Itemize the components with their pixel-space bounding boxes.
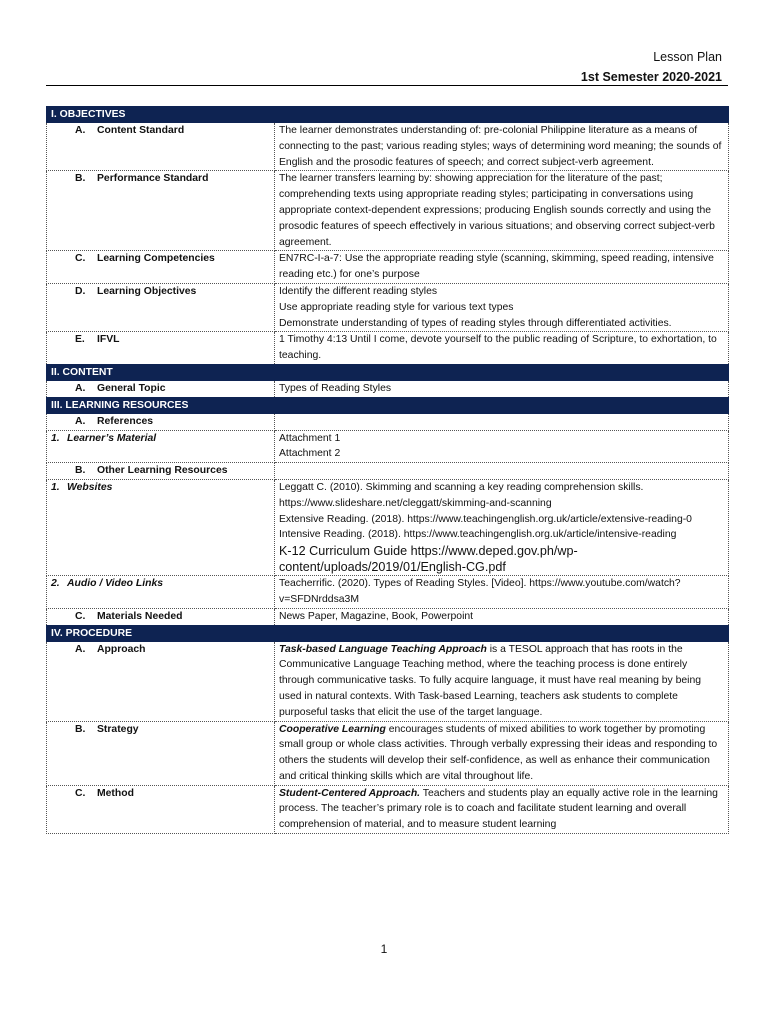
website-reference: Intensive Reading. (2018). https://www.teachingenglish.org.uk/article/intensive-reading [279,529,677,541]
row-value: Cooperative Learning encourages students of mixed abilities to work together by promoting small group or whole class activities. Through verbally expressing their ideas and responding to others the students will develop their self-confidence, as well as enhance their communication and critical thinking skills which are vital throughout life. [275,721,729,785]
row-websites: 1. Websites Leggatt C. (2010). Skimming and scanning a key reading comprehension skills. https://www.slideshare.net/cleggatt/skimming-and-scanning Extensive Reading. (2018). https://www.teachingenglish.org.uk/article/extensive-reading-0 Intensive Reading. (2018). https://www.teachingenglish.org.uk/article/intensive-reading K-12 Curriculum Guide https://www.deped.gov.ph/wp-content/uploads/2019/01/English-CG.pdf [47,479,729,575]
row-value: Types of Reading Styles [275,380,729,397]
row-value: Task-based Language Teaching Approach is a TESOL approach that has roots in the Communicative Language Teaching method, where the teaching process is done entirely through communicative tasks. To fully acquire language, it must have real meaning by being used in natural contexts. With Task-based Learning, teachers ask students to complete purposeful tasks that elicit the use of the target language. [275,641,729,721]
row-label: General Topic [97,382,166,394]
website-reference: Extensive Reading. (2018). https://www.teachingenglish.org.uk/article/extensive-reading-0 [279,513,692,525]
section-header-resources: III. LEARNING RESOURCES [47,397,729,413]
row-label: References [97,415,154,427]
website-reference: Leggatt C. (2010). Skimming and scanning a key reading comprehension skills. https://www.slideshare.net/cleggatt/skimming-and-scanning [279,481,644,509]
method-lead: Student-Centered Approach. [279,787,421,799]
row-label: Websites [67,481,113,493]
row-approach: A. Approach Task-based Language Teaching Approach is a TESOL approach that has roots in the Communicative Language Teaching method, where the teaching process is done entirely through communicative tasks. To fully acquire language, it must have real meaning by being used in natural contexts. With Task-based Learning, teachers ask students to complete purposeful tasks that elicit the use of the target language. [47,641,729,721]
row-value: The learner transfers learning by: showing appreciation for the literature of the past; comprehending texts using appropriate reading styles; participating in conversations using appropriate context-dependent expressions; producing English sounds correctly and using the prosodic features of speech effectively in various situations; and observing correct subject-verb agreement. [275,171,729,251]
row-label: Audio / Video Links [67,578,164,590]
website-reference: K-12 Curriculum Guide https://www.deped.gov.ph/wp-content/uploads/2019/01/English-CG.pdf [279,544,578,575]
row-strategy: B. Strategy Cooperative Learning encourages students of mixed abilities to work together by promoting small group or whole class activities. Through verbally expressing their ideas and responding to others the students will develop their self-confidence, as well as enhance their communication and critical thinking skills which are vital throughout life. [47,721,729,785]
row-label: Approach [97,643,146,655]
row-value [275,283,729,331]
row-value: Teacherrific. (2020). Types of Reading Styles. [Video]. https://www.youtube.com/watch?v=SFDNrddsa3M [275,576,729,609]
row-content-standard: A. Content Standard The learner demonstrates understanding of: pre-colonial Philippine literature as a means of connecting to the past; various reading styles; ways of determining word meaning; the sounds of English and the prosodic features of speech; and correct subject-verb agreement. [47,123,729,171]
strategy-lead: Cooperative Learning [279,723,386,735]
lesson-plan-table [46,106,729,834]
objective-line: Demonstrate understanding of types of reading styles through differentiated activities. [279,317,672,329]
objective-line: Identify the different reading styles [279,285,438,297]
row-audio-video-links: 2. Audio / Video Links Teacherrific. (2020). Types of Reading Styles. [Video]. https://www.youtube.com/watch?v=SFDNrddsa3M [47,576,729,609]
header-rule [46,85,728,86]
row-performance-standard: B. Performance Standard The learner transfers learning by: showing appreciation for the literature of the past; comprehending texts using appropriate reading styles; participating in conversations using appropriate context-dependent expressions; producing English sounds correctly and using the prosodic features of speech effectively in various situations; and observing correct subject-verb agreement. [47,171,729,251]
objective-line: Use appropriate reading style for various text types [279,301,514,313]
header-semester: 1st Semester 2020-2021 [580,70,722,84]
section-header-objectives: I. OBJECTIVES [47,107,729,123]
row-label: Strategy [97,723,139,735]
row-value: 1 Timothy 4:13 Until I come, devote yourself to the public reading of Scripture, to exhortation, to teaching. [275,332,729,365]
row-learning-competencies: C. Learning Competencies EN7RC-I-a-7: Use the appropriate reading style (scanning, skimming, speed reading, intensive reading etc.) for one’s purpose [47,251,729,284]
row-label: Learner’s Material [67,432,157,444]
row-value [275,413,729,430]
row-learners-material: 1. Learner’s Material Attachment 1 Attachment 2 [47,430,729,463]
row-value: The learner demonstrates understanding of: pre-colonial Philippine literature as a means of connecting to the past; various reading styles; ways of determining word meaning; the sounds of English and the prosodic features of speech; and correct subject-verb agreement. [275,123,729,171]
document-header [581,47,722,87]
page-number: 1 [380,942,388,956]
row-value [275,479,729,575]
attachment-line: Attachment 2 [279,448,341,460]
row-general-topic: A. General Topic Types of Reading Styles [47,380,729,397]
attachment-line: Attachment 1 [279,432,341,444]
row-label: IFVL [97,334,120,346]
row-label: Performance Standard [97,173,209,185]
row-references: A. References [47,413,729,430]
row-value: EN7RC-I-a-7: Use the appropriate reading style (scanning, skimming, speed reading, intensive reading etc.) for one’s purpose [275,251,729,284]
header-title: Lesson Plan [653,50,722,64]
row-value [275,463,729,480]
approach-lead: Task-based Language Teaching Approach [279,643,487,655]
row-label: Content Standard [97,125,185,136]
row-materials-needed: C. Materials Needed News Paper, Magazine, Book, Powerpoint [47,608,729,625]
row-learning-objectives: D. Learning Objectives Identify the different reading styles Use appropriate reading style for various text types Demonstrate understanding of types of reading styles through differentiated activities. [47,283,729,331]
row-label: Other Learning Resources [97,465,228,477]
row-method: C. Method Student-Centered Approach. Teachers and students play an equally active role in the learning process. The teacher’s primary role is to coach and facilitate student learning and overall comprehension of material, and to measure student learning [47,785,729,833]
row-value: Student-Centered Approach. Teachers and students play an equally active role in the learning process. The teacher’s primary role is to coach and facilitate student learning and overall comprehension of material, and to measure student learning [275,785,729,833]
row-ifvl: E. IFVL 1 Timothy 4:13 Until I come, devote yourself to the public reading of Scripture, to exhortation, to teaching. [47,332,729,365]
row-other-resources: B. Other Learning Resources [47,463,729,480]
row-value [275,430,729,463]
row-label: Materials Needed [97,610,183,622]
section-header-content: II. CONTENT [47,364,729,380]
row-label: Learning Competencies [97,253,215,265]
row-label: Learning Objectives [97,285,197,297]
section-header-procedure: IV. PROCEDURE [47,625,729,641]
row-label: Method [97,787,134,799]
row-value: News Paper, Magazine, Book, Powerpoint [275,608,729,625]
